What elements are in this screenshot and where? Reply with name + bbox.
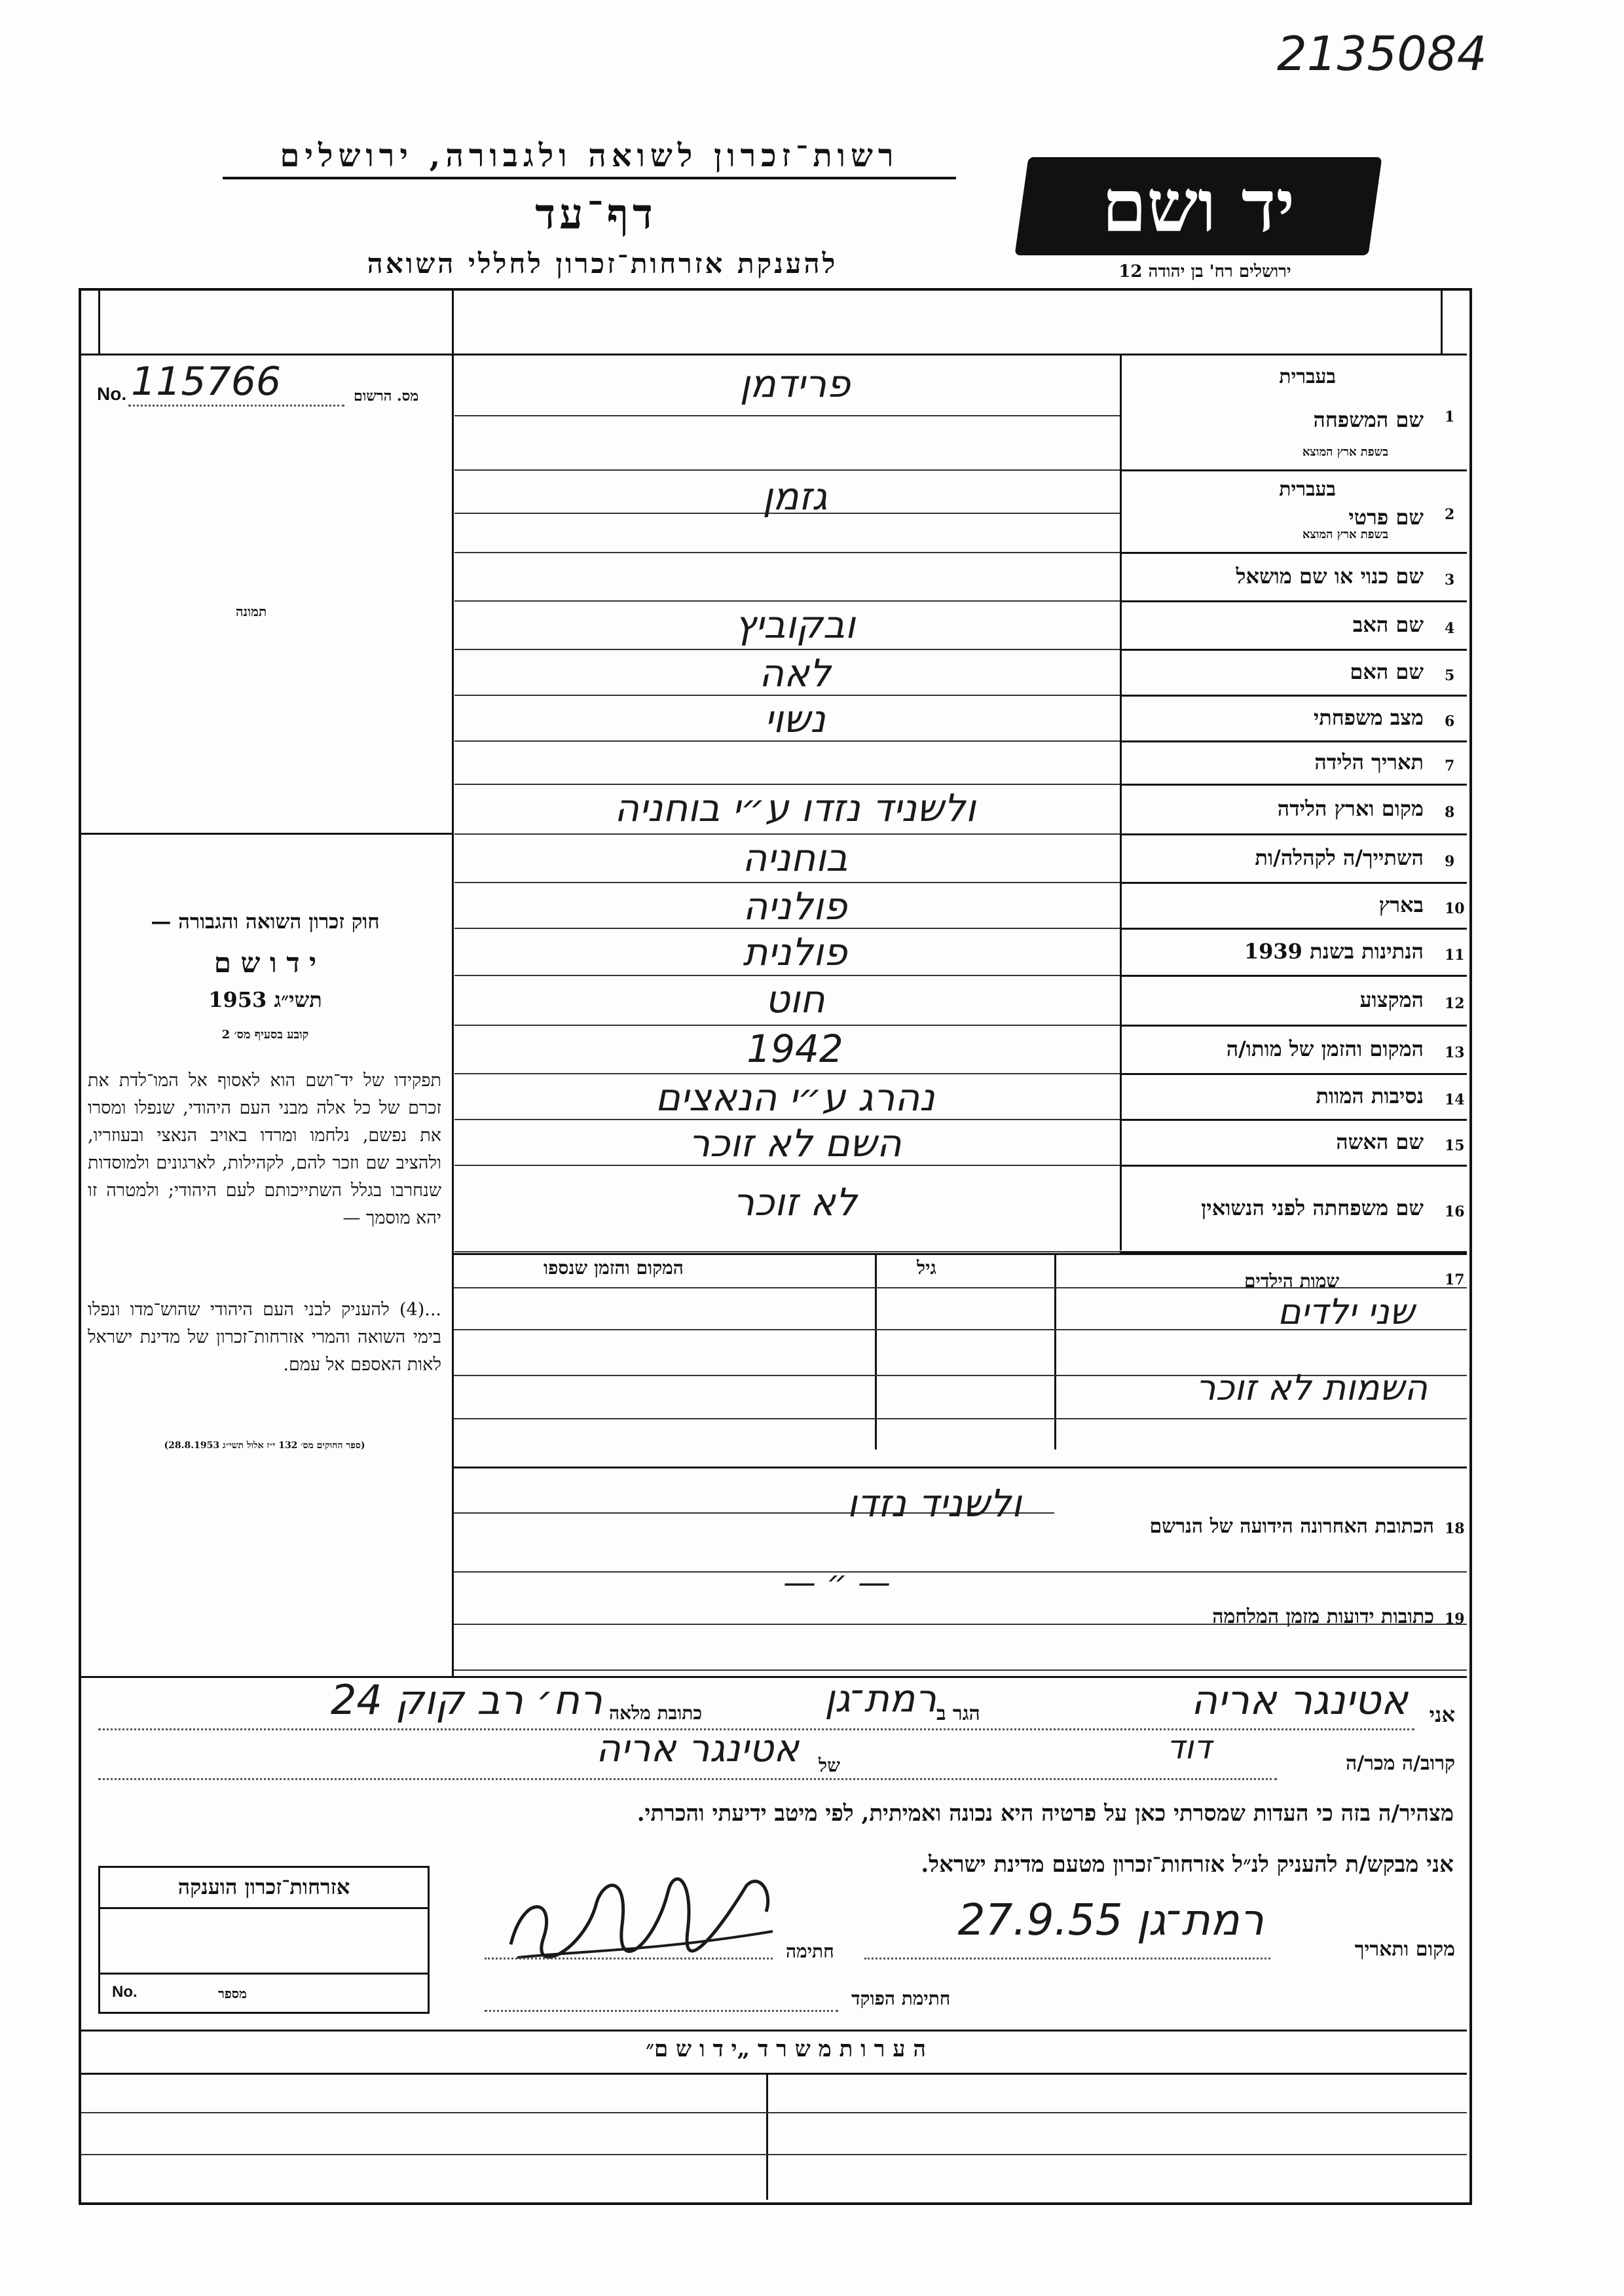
- field-label-9: השתייך/ה לקהלה/ות: [1255, 845, 1424, 870]
- decl-address-value: רח׳ רב קוק 24: [330, 1676, 602, 1724]
- decl-place-date: רמת־גן 27.9.55: [957, 1895, 1264, 1945]
- field-number-12: 12: [1445, 995, 1465, 1012]
- children-top-line: [452, 1253, 1467, 1255]
- field-number-7: 7: [1445, 757, 1455, 774]
- decl-i-label: אני: [1429, 1702, 1455, 1727]
- field-row-7: [454, 742, 1467, 786]
- field-number-5: 5: [1445, 667, 1455, 684]
- law-name: י ד ו ש ם: [213, 947, 317, 979]
- field-label-14: נסיבות המוות: [1316, 1084, 1424, 1108]
- field-local-2: בשפת ארץ המוצא: [1302, 528, 1388, 541]
- field-label-1: שם המשפחה: [1313, 407, 1424, 432]
- field-row-5: [454, 651, 1467, 697]
- field-number-3: 3: [1445, 572, 1455, 589]
- law-clause: קובע בסעיף מס׳ 2: [221, 1028, 309, 1042]
- yad-vashem-logo: [1014, 157, 1382, 255]
- field-value-10: פולניה: [743, 884, 847, 928]
- field-value-15: השם לא זוכר: [688, 1121, 902, 1165]
- decl-residing-label: הגר ב: [936, 1702, 980, 1725]
- field-row-14: [454, 1075, 1467, 1121]
- citizenship-number-label: מספר: [218, 1986, 247, 2001]
- address19-label: כתובות ידועות מזמן המלחמה: [1212, 1605, 1434, 1628]
- citizenship-box: [98, 1866, 430, 2014]
- field-number-2: 2: [1445, 506, 1455, 523]
- field-row-12: [454, 977, 1467, 1027]
- remarks-title: ה ע ר ו ת מ ש ר ד „י ד ו ש ם״: [646, 2036, 926, 2062]
- field-label-3: שם כנוי או שם מושאל: [1236, 564, 1424, 589]
- children-col-age: גיל: [917, 1257, 936, 1279]
- logo-text: יד ושם: [1101, 164, 1295, 248]
- children-col-names: שמות הילדים: [1244, 1270, 1340, 1292]
- authority-line: רשות־זכרון לשואה ולגבורה, ירושלים: [223, 137, 956, 179]
- law-text-1: תפקידו של יד־ושם הוא לאסוף אל המו־לדת את זכרם של כל אלה מבני העם היהודי, שנפלו ומסרו את נפשם, נלחמו ומרדו באויב הנאצי ובעוזריו, ולהציב שם וזכר להם, לקהילות, לארגונים ולמוסדות שנחרבו בגלל השתייכותם לעם היהודי; ולמטרה זו יהא מוסמך —: [88, 1070, 441, 1228]
- logo-address: ירושלים רח' בן יהודה 12: [1118, 262, 1291, 282]
- field-number-6: 6: [1445, 713, 1455, 730]
- field-row-10: [454, 884, 1467, 930]
- field-value-13: 1942: [747, 1027, 843, 1071]
- registration-number: 115766: [131, 359, 282, 405]
- decl-signature-label: חתימה: [786, 1941, 834, 1962]
- address19-value: — ״ —: [783, 1563, 891, 1601]
- field-number-10: 10: [1445, 900, 1465, 917]
- field-row-2: [454, 471, 1467, 554]
- field-row-8: [454, 786, 1467, 835]
- field-value-8: ולשניד נזדו ע״י בוחניה: [614, 786, 976, 830]
- field-label-2: שם פרטי: [1348, 505, 1424, 530]
- field-number-4: 4: [1445, 620, 1455, 637]
- field-row-15: [454, 1121, 1467, 1167]
- field-label-13: המקום והזמן של מותו/ה: [1226, 1036, 1424, 1061]
- decl-request: אני מבקש/ת להעניק לנ״ל אזרחות־זכרון מטעם מדינת ישראל.: [921, 1851, 1454, 1878]
- field-label-7: תאריך הלידה: [1314, 750, 1424, 774]
- field-label-12: המקצוע: [1359, 987, 1424, 1012]
- field-label-11: הנתינות בשנת 1939: [1244, 939, 1424, 964]
- field-value-4: ובקוביץ: [734, 602, 856, 647]
- field-label-8: מקום וארץ הלידה: [1277, 796, 1424, 821]
- address18-label: הכתובת האחרונה הידועה של הנרשם: [1149, 1515, 1434, 1538]
- address18-number: 18: [1445, 1520, 1465, 1537]
- decl-of-label: של: [819, 1755, 840, 1776]
- witness-signature: [498, 1853, 786, 1971]
- field-value-1: פרידמן: [739, 361, 851, 406]
- decl-relation: דוד: [1166, 1728, 1211, 1766]
- decl-city: רמת־גן: [824, 1676, 936, 1721]
- registration-label: מס. הרשום: [354, 388, 419, 405]
- field-value-6: נשוי: [764, 697, 826, 741]
- field-value-2: גזמן: [762, 474, 828, 519]
- field-label-4: שם האב: [1352, 612, 1424, 637]
- field-row-6: [454, 697, 1467, 742]
- field-row-1: [454, 359, 1467, 471]
- address18-value: ולשניד נזדו: [847, 1481, 1022, 1525]
- child-row-2: השמות לא זוכר: [1196, 1367, 1428, 1408]
- children-number: 17: [1445, 1271, 1465, 1288]
- field-number-13: 13: [1445, 1044, 1465, 1061]
- photo-label: תמונה: [236, 604, 267, 619]
- field-row-9: [454, 835, 1467, 884]
- photo-box-bottom: [81, 833, 452, 835]
- law-source: (ספר החוקים מס׳ 132 י״ז אלול תשי״ג 28.8.1953): [164, 1440, 365, 1451]
- decl-official-label: חתימת הפוקד: [851, 1988, 951, 2009]
- field-number-15: 15: [1445, 1137, 1465, 1154]
- field-label-15: שם האשה: [1336, 1129, 1424, 1154]
- citizenship-box-title: אזרחות־זכרון הוענקה: [177, 1874, 350, 1899]
- field-row-11: [454, 930, 1467, 977]
- archive-number: 2135084: [1277, 26, 1487, 81]
- citizenship-no: No.: [112, 1983, 138, 2001]
- field-number-1: 1: [1445, 409, 1455, 426]
- field-number-11: 11: [1445, 947, 1465, 964]
- field-row-4: [454, 602, 1467, 651]
- children-col-place: המקום והזמן שנספו: [544, 1257, 684, 1279]
- law-text-2: ...(4) להעניק לבני העם היהודי שהוש־מדו ונפלו בימי השואה והמרי אזרחות־זכרון של מדינת ישראל לאות האספם אל עמם.: [88, 1300, 441, 1375]
- field-label-6: מצב משפחתי: [1313, 705, 1424, 730]
- field-label-10: בארץ: [1378, 892, 1424, 917]
- child-row-1: שני ילדים: [1277, 1291, 1414, 1332]
- field-number-8: 8: [1445, 804, 1455, 821]
- field-number-16: 16: [1445, 1203, 1465, 1220]
- field-value-11: פולנית: [743, 930, 847, 974]
- field-local-1: בשפת ארץ המוצא: [1302, 445, 1388, 459]
- decl-relative-label: קרוב/ה מכר/ה: [1346, 1752, 1455, 1775]
- decl-i-value: אטינגר אריה: [1190, 1676, 1408, 1724]
- top-strip-line: [81, 354, 1467, 355]
- law-title: חוק זכרון השואה והגבורה —: [151, 910, 380, 934]
- decl-full-address-label: כתובת מלאה: [609, 1702, 703, 1724]
- field-label-16: שם משפחתה לפני הנשואין: [1201, 1195, 1424, 1220]
- field-value-16: לא זוכר: [733, 1180, 857, 1224]
- field-hebrew-2: בעברית: [1279, 478, 1336, 501]
- field-label-5: שם האם: [1350, 659, 1424, 684]
- field-number-9: 9: [1445, 853, 1455, 870]
- field-row-16: [454, 1167, 1467, 1253]
- form-subtitle: להענקת אזרחות־זכרון לחללי השואה: [367, 247, 838, 280]
- field-row-13: [454, 1027, 1467, 1075]
- field-value-9: בוחניה: [742, 835, 848, 880]
- address19-number: 19: [1445, 1611, 1465, 1628]
- field-value-14: נהרג ע״י הנאצים: [655, 1075, 935, 1120]
- field-number-14: 14: [1445, 1091, 1465, 1108]
- field-value-12: חוט: [765, 977, 825, 1021]
- decl-statement: מצהיר/ה בזה כי העדות שמסרתי כאן על פרטיה היא נכונה ואמיתית, לפי מיטב ידיעתי והכרתי.: [637, 1800, 1454, 1827]
- decl-of-value: אטינגר אריה: [595, 1726, 799, 1770]
- decl-place-date-label: מקום ותאריך: [1354, 1938, 1455, 1961]
- field-hebrew-1: בעברית: [1279, 365, 1336, 388]
- registration-no-label: No.: [97, 384, 127, 404]
- law-year: תשי״ג 1953: [208, 987, 322, 1012]
- field-row-3: [454, 554, 1467, 602]
- field-value-5: לאה: [759, 651, 831, 695]
- form-title: דף־עד: [535, 190, 657, 239]
